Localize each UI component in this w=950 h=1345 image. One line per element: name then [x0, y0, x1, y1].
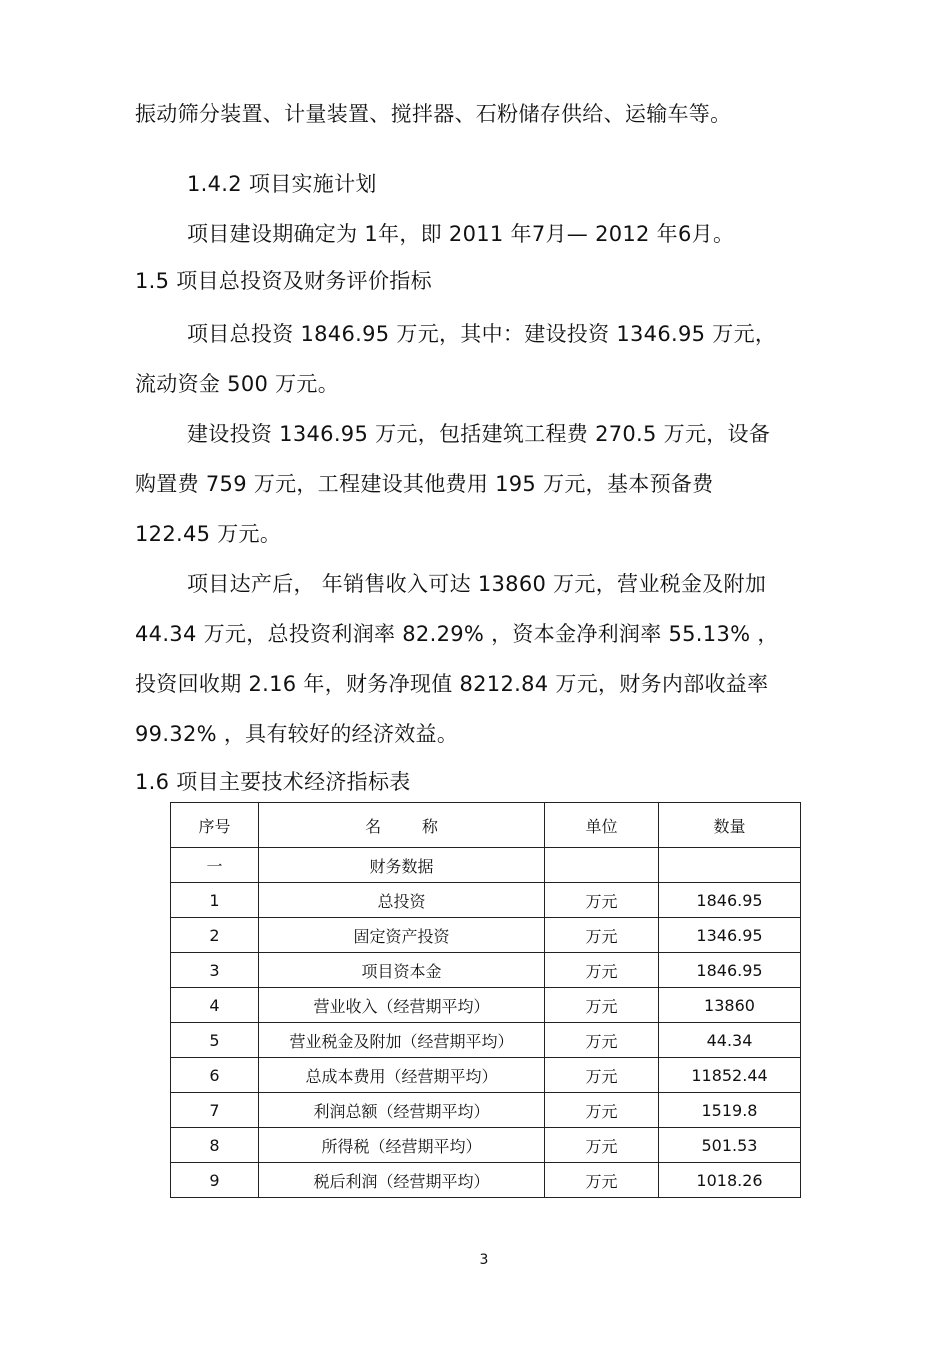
- cell-qty: 1018.26: [659, 1163, 801, 1198]
- cell-unit: 万元: [545, 1023, 659, 1058]
- paragraph-construction-line3: 122.45 万元。: [135, 522, 282, 546]
- table-row: [171, 1058, 801, 1093]
- table-row: [171, 1093, 801, 1128]
- header-no: 序号: [171, 803, 259, 848]
- page-number: 3: [479, 1252, 489, 1268]
- table-row: [171, 1128, 801, 1163]
- header-qty: 数量: [659, 803, 801, 848]
- cell-qty: 11852.44: [659, 1058, 801, 1093]
- cell-unit: 万元: [545, 1128, 659, 1163]
- cell-unit: [545, 848, 659, 883]
- table-row: [171, 1163, 801, 1198]
- cell-no: 一: [171, 848, 259, 883]
- table-header-row: [171, 803, 801, 848]
- cell-name: 税后利润（经营期平均）: [259, 1163, 545, 1198]
- table-row: [171, 918, 801, 953]
- cell-name: 固定资产投资: [259, 918, 545, 953]
- cell-name: 营业税金及附加（经营期平均）: [259, 1023, 545, 1058]
- cell-no: 1: [171, 883, 259, 918]
- cell-unit: 万元: [545, 1093, 659, 1128]
- cell-unit: 万元: [545, 918, 659, 953]
- cell-unit: 万元: [545, 1163, 659, 1198]
- header-unit: 单位: [545, 803, 659, 848]
- paragraph-returns-line2: 44.34 万元，总投资利润率 82.29% ，资本金净利润率 55.13% ，: [135, 622, 779, 646]
- paragraph-construction-line1: 建设投资 1346.95 万元，包括建筑工程费 270.5 万元，设备: [187, 422, 771, 446]
- cell-name: 总投资: [259, 883, 545, 918]
- table-row: [171, 848, 801, 883]
- table-row: [171, 883, 801, 918]
- table-row: [171, 1023, 801, 1058]
- paragraph-returns-line4: 99.32% ，具有较好的经济效益。: [135, 722, 459, 746]
- cell-no: 2: [171, 918, 259, 953]
- table-row: [171, 953, 801, 988]
- cell-no: 3: [171, 953, 259, 988]
- paragraph-construction-line2: 购置费 759 万元，工程建设其他费用 195 万元，基本预备费: [135, 472, 714, 496]
- header-name: 名 称: [259, 803, 545, 848]
- cell-qty: 501.53: [659, 1128, 801, 1163]
- cell-name: 营业收入（经营期平均）: [259, 988, 545, 1023]
- cell-qty: 1346.95: [659, 918, 801, 953]
- paragraph-investment-line1: 项目总投资 1846.95 万元，其中：建设投资 1346.95 万元，: [187, 322, 777, 346]
- cell-qty: 1519.8: [659, 1093, 801, 1128]
- cell-no: 8: [171, 1128, 259, 1163]
- cell-no: 4: [171, 988, 259, 1023]
- cell-qty: [659, 848, 801, 883]
- heading-1-4-2: 1.4.2 项目实施计划: [187, 172, 377, 196]
- cell-unit: 万元: [545, 883, 659, 918]
- table-row: [171, 988, 801, 1023]
- paragraph-equipment-end: 振动筛分装置、计量装置、搅拌器、石粉储存供给、运输车等。: [135, 102, 732, 126]
- cell-name: 利润总额（经营期平均）: [259, 1093, 545, 1128]
- paragraph-schedule: 项目建设期确定为 1年，即 2011 年7月— 2012 年6月。: [187, 222, 735, 246]
- cell-no: 5: [171, 1023, 259, 1058]
- cell-no: 9: [171, 1163, 259, 1198]
- cell-name: 所得税（经营期平均）: [259, 1128, 545, 1163]
- cell-no: 6: [171, 1058, 259, 1093]
- cell-qty: 1846.95: [659, 883, 801, 918]
- cell-name: 财务数据: [259, 848, 545, 883]
- paragraph-returns-line3: 投资回收期 2.16 年，财务净现值 8212.84 万元，财务内部收益率: [135, 672, 769, 696]
- cell-name: 项目资本金: [259, 953, 545, 988]
- paragraph-investment-line2: 流动资金 500 万元。: [135, 372, 340, 396]
- cell-qty: 13860: [659, 988, 801, 1023]
- heading-1-5: 1.5 项目总投资及财务评价指标: [135, 269, 432, 293]
- cell-no: 7: [171, 1093, 259, 1128]
- cell-unit: 万元: [545, 953, 659, 988]
- cell-unit: 万元: [545, 988, 659, 1023]
- indicator-table: [170, 802, 801, 1198]
- cell-name: 总成本费用（经营期平均）: [259, 1058, 545, 1093]
- heading-1-6: 1.6 项目主要技术经济指标表: [135, 770, 411, 794]
- cell-unit: 万元: [545, 1058, 659, 1093]
- paragraph-returns-line1: 项目达产后， 年销售收入可达 13860 万元，营业税金及附加: [187, 572, 767, 596]
- cell-qty: 44.34: [659, 1023, 801, 1058]
- cell-qty: 1846.95: [659, 953, 801, 988]
